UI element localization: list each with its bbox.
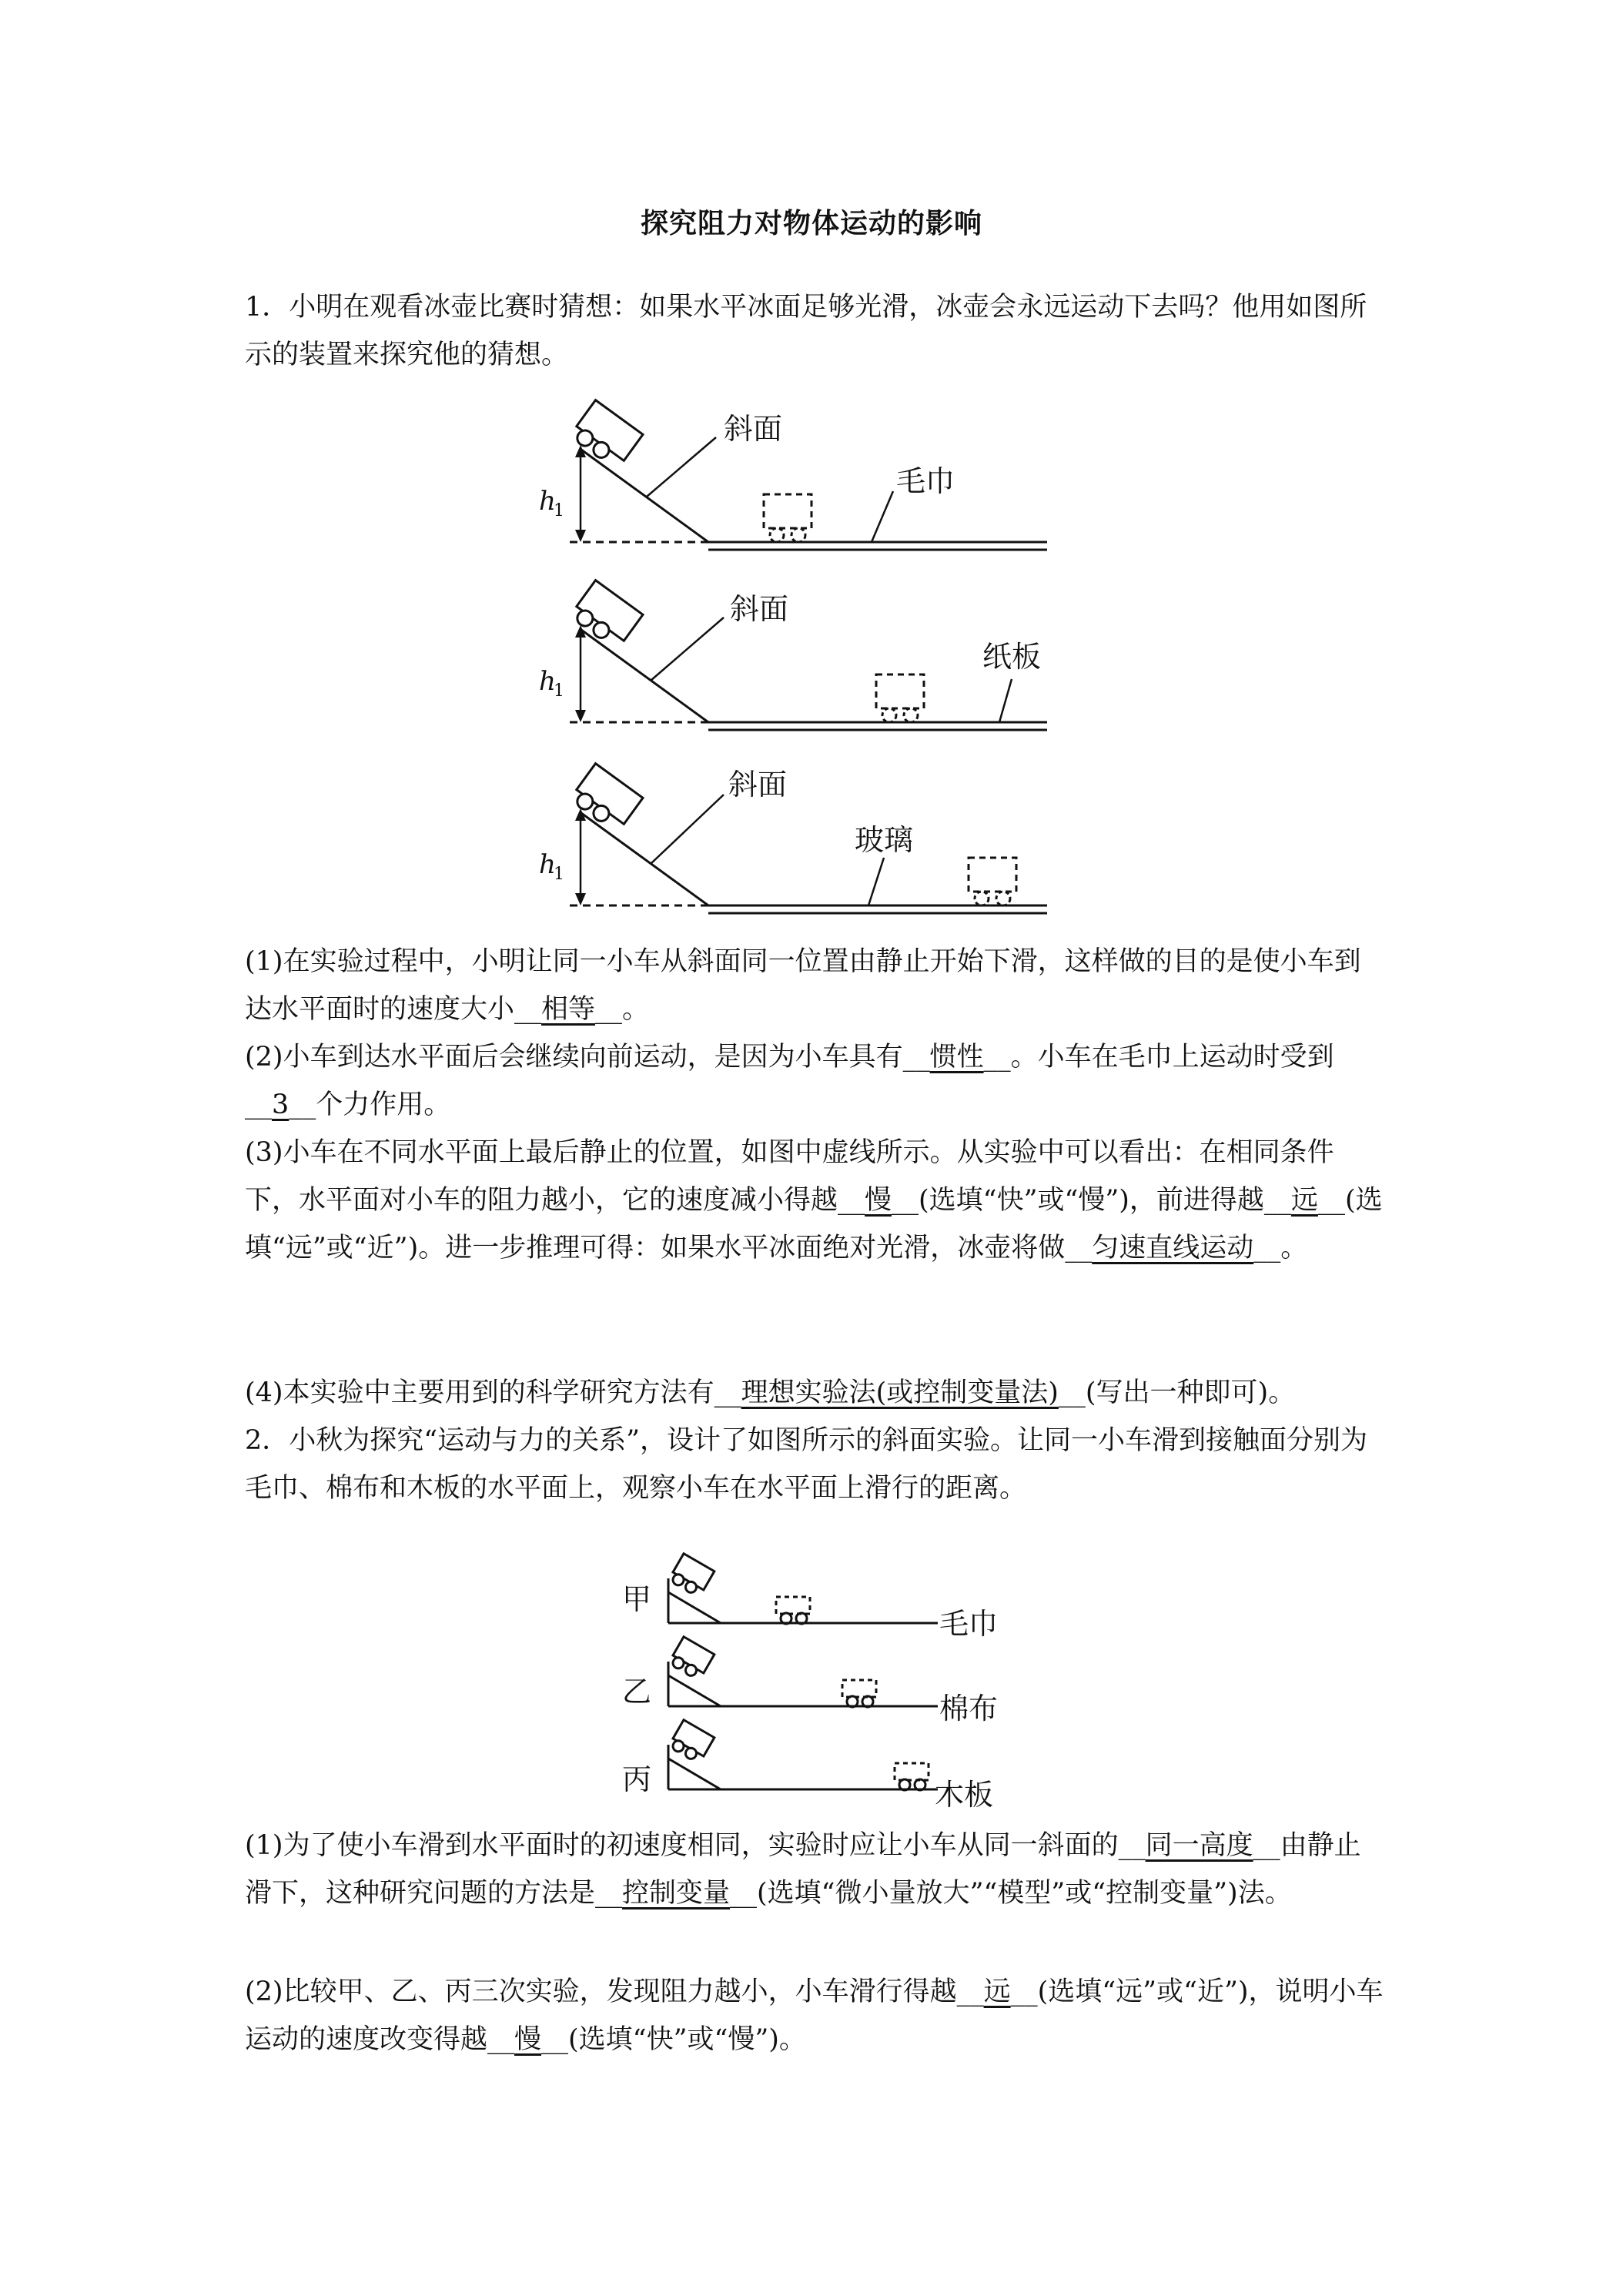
height-subscript: 1 [554, 501, 564, 520]
surface-label: 纸板 [982, 640, 1042, 674]
row-jia [622, 1554, 998, 1641]
q1-part-4: (4)本实验中主要用到的科学研究方法有__理想实验法(或控制变量法)__(写出一种即可)。 [245, 1377, 1296, 1408]
q2-part-2: (2)比较甲、乙、丙三次实验，发现阻力越小，小车滑行得越__远__(选填“远”或“近”)，说明小车运动的速度改变得越__慢__(选填“快”或“慢”)。 [245, 1976, 1384, 2055]
surface-label: 棉布 [939, 1692, 999, 1725]
setup-glass [539, 764, 1047, 913]
answer-blank: 远 [983, 1976, 1011, 2007]
surface-label: 木板 [935, 1778, 994, 1812]
incline-label: 斜面 [730, 592, 789, 626]
incline-label: 斜面 [728, 768, 788, 802]
cart-icon [668, 1637, 714, 1682]
svg-text:h: h [539, 666, 556, 697]
answer-blank: 慢 [514, 2024, 542, 2055]
cart-final-position [776, 1597, 810, 1614]
cart-final-position [969, 858, 1016, 892]
surface-label: 毛巾 [896, 464, 955, 498]
answer-blank: 同一高度 [1145, 1830, 1253, 1861]
surface-label: 玻璃 [855, 823, 914, 857]
q1-stem: 1．小明在观看冰壶比赛时猜想：如果水平冰面足够光滑，冰壶会永远运动下去吗？他用如图所示的装置来探究他的猜想。 [245, 292, 1367, 370]
row-bing [622, 1720, 993, 1812]
surface-label: 毛巾 [939, 1607, 999, 1641]
height-label: h [539, 486, 556, 517]
cart-icon [668, 1554, 714, 1598]
q1-figure [539, 400, 1093, 932]
row-yi [622, 1637, 998, 1725]
q1-part-1: (1)在实验过程中，小明让同一小车从斜面同一位置由静止开始下滑，这样做的目的是使小车到达水平面时的速度大小__相等__。 [245, 946, 1361, 1025]
svg-text:1: 1 [554, 865, 564, 884]
cart-final-position [876, 674, 924, 708]
answer-blank: 惯性 [929, 1042, 984, 1073]
incline-label: 斜面 [724, 412, 783, 446]
leader-surface [872, 491, 893, 542]
answer-blank: 理想实验法(或控制变量法) [741, 1377, 1059, 1408]
q1-part-2: (2)小车到达水平面后会继续向前运动，是因为小车具有__惯性__。小车在毛巾上运动时受到__3__个力作用。 [245, 1042, 1334, 1120]
page-title: 探究阻力对物体运动的影响 [640, 208, 982, 239]
leader-incline [647, 437, 716, 497]
q2-part-1: (1)为了使小车滑到水平面时的初速度相同，实验时应让小车从同一斜面的__同一高度__由静止滑下，这种研究问题的方法是__控制变量__(选填“微小量放大”“模型”或“控制变量”)法。 [245, 1830, 1361, 1909]
svg-text:h: h [539, 849, 556, 880]
q2-stem: 2．小秋为探究“运动与力的关系”，设计了如图所示的斜面实验。让同一小车滑到接触面分别为毛巾、棉布和木板的水平面上，观察小车在水平面上滑行的距离。 [245, 1425, 1368, 1504]
trial-tag: 甲 [622, 1582, 652, 1616]
answer-blank: 3 [272, 1089, 289, 1120]
trial-tag: 乙 [622, 1675, 652, 1709]
incline-line [581, 450, 708, 542]
setup-cardboard [539, 581, 1047, 730]
trial-tag: 丙 [622, 1762, 652, 1796]
cart-final-position [895, 1763, 929, 1780]
answer-blank: 控制变量 [622, 1878, 731, 1909]
cart-final-position [764, 494, 812, 528]
answer-blank: 相等 [541, 994, 596, 1025]
cart-icon [668, 1720, 714, 1765]
setup-towel [539, 400, 1047, 550]
answer-blank: 匀速直线运动 [1092, 1233, 1254, 1263]
cart-final-position [842, 1680, 876, 1697]
q1-part-3: (3)小车在不同水平面上最后静止的位置，如图中虚线所示。从实验中可以看出：在相同条件下，水平面对小车的阻力越小，它的速度减小得越__慢__(选填“快”或“慢”)，前进得越__远__(选填“远”或“近”)。进一步推理可得：如果水平冰面绝对光滑，冰壶将做__匀速直线运动__。 [245, 1137, 1383, 1263]
answer-blank: 慢 [865, 1185, 892, 1216]
q2-figure [622, 1555, 1022, 1812]
svg-text:1: 1 [554, 681, 564, 701]
answer-blank: 远 [1290, 1185, 1318, 1216]
